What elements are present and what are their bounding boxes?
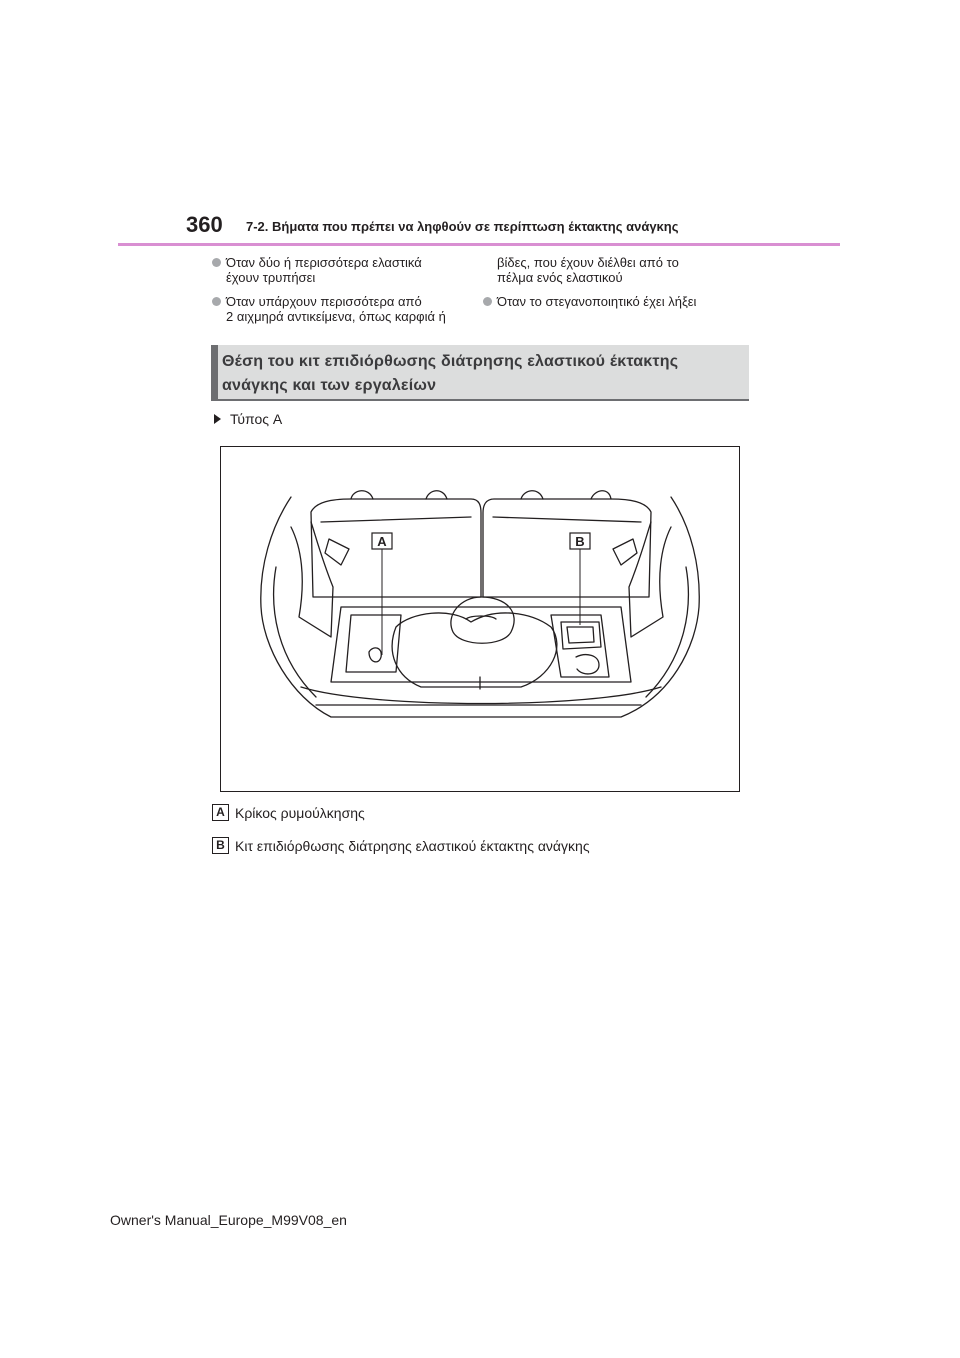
- callout-a-label: A: [377, 534, 387, 549]
- bullet-item: [212, 294, 482, 324]
- bullet-text: Όταν το στεγανοποιητικό έχει λήξει: [497, 294, 697, 309]
- footer-text: Owner's Manual_Europe_M99V08_en: [110, 1212, 347, 1228]
- chapter-title: 7-2. Βήματα που πρέπει να ληφθούν σε περίπτωση έκτακτης ανάγκης: [246, 219, 679, 234]
- page-number: 360: [186, 212, 223, 237]
- legend-key-b: B: [212, 837, 229, 854]
- bullet-item: [483, 294, 748, 309]
- legend-item-a: [212, 804, 365, 821]
- bullet-dot-icon: [212, 258, 221, 267]
- legend-key-a: A: [212, 804, 229, 821]
- bullet-item: [212, 255, 472, 285]
- legend-text-b: Κιτ επιδιόρθωσης διάτρησης ελαστικού έκτακτης ανάγκης: [235, 837, 590, 854]
- legend-text-a: Κρίκος ρυμούλκησης: [235, 804, 365, 821]
- callout-b-label: B: [575, 534, 585, 549]
- trunk-illustration: [220, 446, 740, 792]
- bullet-dot-icon: [483, 297, 492, 306]
- section-title: Θέση του κιτ επιδιόρθωσης διάτρησης ελαστικού έκτακτης ανάγκης και των εργαλείων: [222, 353, 679, 394]
- bullet-dot-icon: [212, 297, 221, 306]
- arrow-right-icon: [214, 414, 221, 424]
- bullet-continuation: βίδες, που έχουν διέλθει από το πέλμα ενός ελαστικού: [497, 255, 679, 285]
- type-label-text: Τύπος A: [230, 411, 283, 427]
- type-label: [214, 411, 282, 427]
- trunk-drawing: [221, 447, 739, 791]
- bullet-text: Όταν υπάρχουν περισσότερα από 2 αιχμηρά αντικείμενα, όπως καρφιά ή: [226, 294, 446, 324]
- header-rule: [118, 243, 840, 246]
- legend-item-b: [212, 837, 590, 854]
- bullet-text: Όταν δύο ή περισσότερα ελαστικά έχουν τρυπήσει: [226, 255, 422, 285]
